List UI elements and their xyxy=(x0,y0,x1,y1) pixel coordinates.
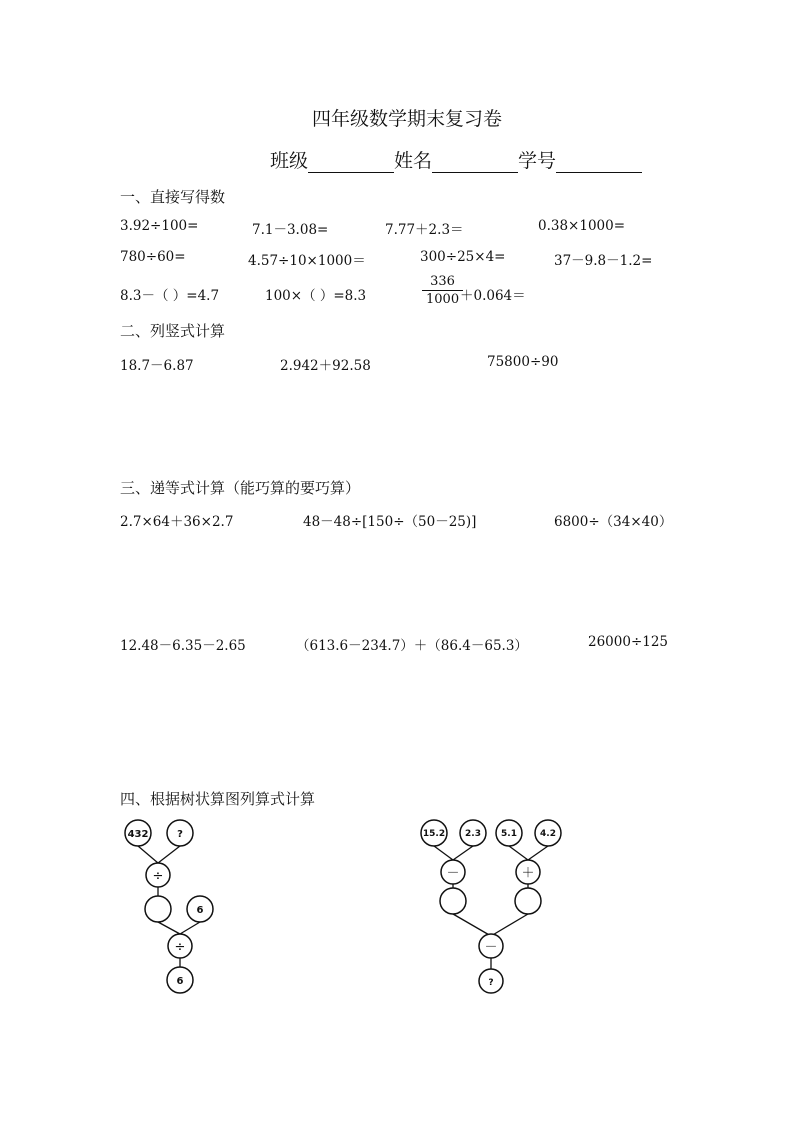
problem: 6800÷（34×40） xyxy=(554,514,673,530)
number-label: 学号 xyxy=(518,150,557,172)
section-3-heading: 三、递等式计算（能巧算的要巧算） xyxy=(120,479,361,497)
problem: 18.7－6.87 xyxy=(120,358,194,374)
problem: 37－9.8－1.2= xyxy=(554,253,653,269)
problem: 7.77＋2.3＝ xyxy=(385,222,464,238)
fraction-numerator: 336 xyxy=(430,274,455,289)
tree1-mid-right-label: 6 xyxy=(196,905,204,916)
tree1-op2-label: ÷ xyxy=(174,940,186,955)
name-blank[interactable] xyxy=(432,154,518,173)
tree-diagram-1 xyxy=(110,812,230,1002)
name-label: 姓名 xyxy=(394,150,433,172)
tree2-b-label: 2.3 xyxy=(465,829,481,839)
section-1-heading: 一、直接写得数 xyxy=(120,188,226,206)
tree1-top-left-label: 432 xyxy=(127,829,149,840)
problem: 2.942＋92.58 xyxy=(280,358,371,374)
problem: 780÷60= xyxy=(120,249,186,265)
tree2-op-right-label: ＋ xyxy=(521,866,535,881)
problem: 7.1－3.08= xyxy=(252,222,329,238)
page-title: 四年级数学期末复习卷 xyxy=(312,108,503,130)
section-2-heading: 二、列竖式计算 xyxy=(120,322,226,340)
tree2-node-right-result xyxy=(515,888,541,914)
fraction xyxy=(422,274,463,307)
problem: 100×（ ）=8.3 xyxy=(265,288,367,304)
tree1-op1-label: ÷ xyxy=(152,869,164,884)
problem: 0.38×1000= xyxy=(538,218,626,234)
tree1-result-label: 6 xyxy=(176,976,184,987)
problem: 26000÷125 xyxy=(588,634,669,650)
problem: 4.57÷10×1000＝ xyxy=(248,253,366,269)
tree1-top-right-label: ? xyxy=(177,829,183,840)
problem: 12.48－6.35－2.65 xyxy=(120,638,246,654)
problem: 300÷25×4= xyxy=(420,249,506,265)
class-blank[interactable] xyxy=(308,154,394,173)
tree2-c-label: 5.1 xyxy=(501,829,517,839)
tree2-op-left-label: － xyxy=(446,866,460,881)
tree2-result-label: ? xyxy=(488,978,494,988)
tree-diagram-2 xyxy=(410,812,580,1002)
problem: 8.3－（ ）=4.7 xyxy=(120,288,220,304)
tree2-op-final-label: － xyxy=(484,940,498,955)
tree1-node-mid-left xyxy=(145,896,171,922)
section-4-heading: 四、根据树状算图列算式计算 xyxy=(120,790,316,808)
class-label: 班级 xyxy=(270,150,309,172)
fraction-denominator: 1000 xyxy=(426,292,460,307)
student-info-line xyxy=(270,146,642,173)
tree2-node-left-result xyxy=(440,888,466,914)
problem: 2.7×64＋36×2.7 xyxy=(120,514,234,530)
tree2-a-label: 15.2 xyxy=(422,829,446,839)
number-blank[interactable] xyxy=(556,154,642,173)
fraction-rest: ＋0.064＝ xyxy=(460,288,526,304)
problem: （613.6－234.7）＋（86.4－65.3） xyxy=(296,638,528,654)
problem: 3.92÷100= xyxy=(120,218,199,234)
problem: 75800÷90 xyxy=(487,354,559,370)
problem: 48－48÷[150÷（50－25)] xyxy=(303,514,477,530)
fraction-bar xyxy=(422,290,463,291)
tree2-d-label: 4.2 xyxy=(540,829,556,839)
